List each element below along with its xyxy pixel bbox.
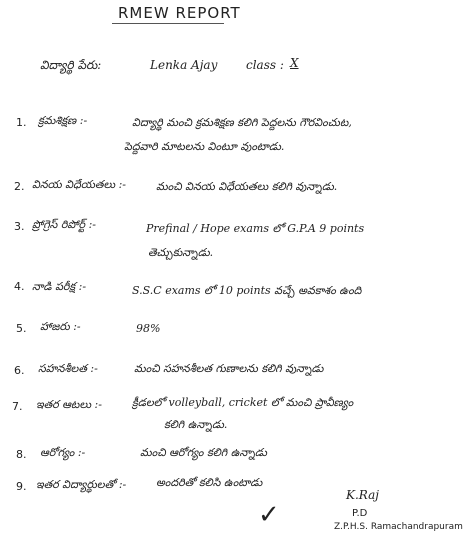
item-text: పెద్దవారి మాటలను వింటూ వుంటాడు. bbox=[124, 140, 285, 153]
item-number: 5. bbox=[16, 322, 27, 335]
school-name: Z.P.H.S. Ramachandrapuram bbox=[334, 522, 463, 532]
student-label: విద్యార్థి పేరు: bbox=[40, 58, 102, 72]
item-number: 6. bbox=[14, 364, 25, 377]
item-text: కలిగి ఉన్నాడు. bbox=[164, 418, 228, 431]
item-text: 98% bbox=[136, 322, 161, 335]
tick-mark: ✓ bbox=[258, 500, 280, 530]
designation: P.D bbox=[352, 508, 368, 519]
item-text: క్రీడలలో volleyball, cricket లో మంచి ప్రావీణ్యం bbox=[132, 396, 354, 409]
item-text: మంచి ఆరోగ్యం కలిగి ఉన్నాడు bbox=[140, 446, 267, 459]
item-label: సహనశీలత :- bbox=[38, 362, 98, 375]
item-text: మంచి వినయ విధేయతలు కలిగి వున్నాడు. bbox=[156, 180, 338, 193]
item-number: 7. bbox=[12, 400, 23, 413]
report-title: RMEW REPORT bbox=[118, 4, 241, 22]
item-label: క్రమశిక్షణ :- bbox=[38, 114, 88, 127]
item-number: 9. bbox=[16, 480, 27, 493]
class-label: class : bbox=[246, 58, 284, 72]
item-text: విద్యార్థి మంచి క్రమశిక్షణ కలిగి పెద్దలను గౌరవించుట, bbox=[132, 116, 352, 129]
item-label: ఇతర విద్యార్థులతో :- bbox=[36, 478, 127, 491]
item-label: హాజరు :- bbox=[40, 320, 81, 333]
item-text: S.S.C exams లో 10 points వచ్చే అవకాశం ఉంది bbox=[132, 284, 362, 297]
item-text: Prefinal / Hope exams లో G.P.A 9 points bbox=[146, 222, 365, 235]
item-label: ప్రోగ్రెస్ రిపోర్ట్ :- bbox=[32, 218, 96, 231]
class-value: X bbox=[290, 56, 299, 70]
item-text: అందరితో కలిసి ఉంటాడు bbox=[156, 476, 263, 489]
item-label: ఇతర ఆటలు :- bbox=[36, 398, 102, 411]
signature: K.Raj bbox=[346, 488, 379, 502]
item-label: ఆరోగ్యం :- bbox=[40, 446, 86, 459]
title-underline bbox=[112, 23, 224, 24]
item-label: నాడి పరీక్ష :- bbox=[32, 280, 87, 293]
item-number: 4. bbox=[14, 280, 25, 293]
item-text: తెచ్చుకున్నాడు. bbox=[148, 246, 214, 259]
item-number: 2. bbox=[14, 180, 25, 193]
student-name: Lenka Ajay bbox=[150, 58, 218, 72]
item-number: 1. bbox=[16, 116, 27, 129]
item-number: 3. bbox=[14, 220, 25, 233]
item-label: వినయ విధేయతలు :- bbox=[32, 178, 127, 191]
item-text: మంచి సహనశీలత గుణాలను కలిగి వున్నాడు bbox=[134, 362, 324, 375]
item-number: 8. bbox=[16, 448, 27, 461]
